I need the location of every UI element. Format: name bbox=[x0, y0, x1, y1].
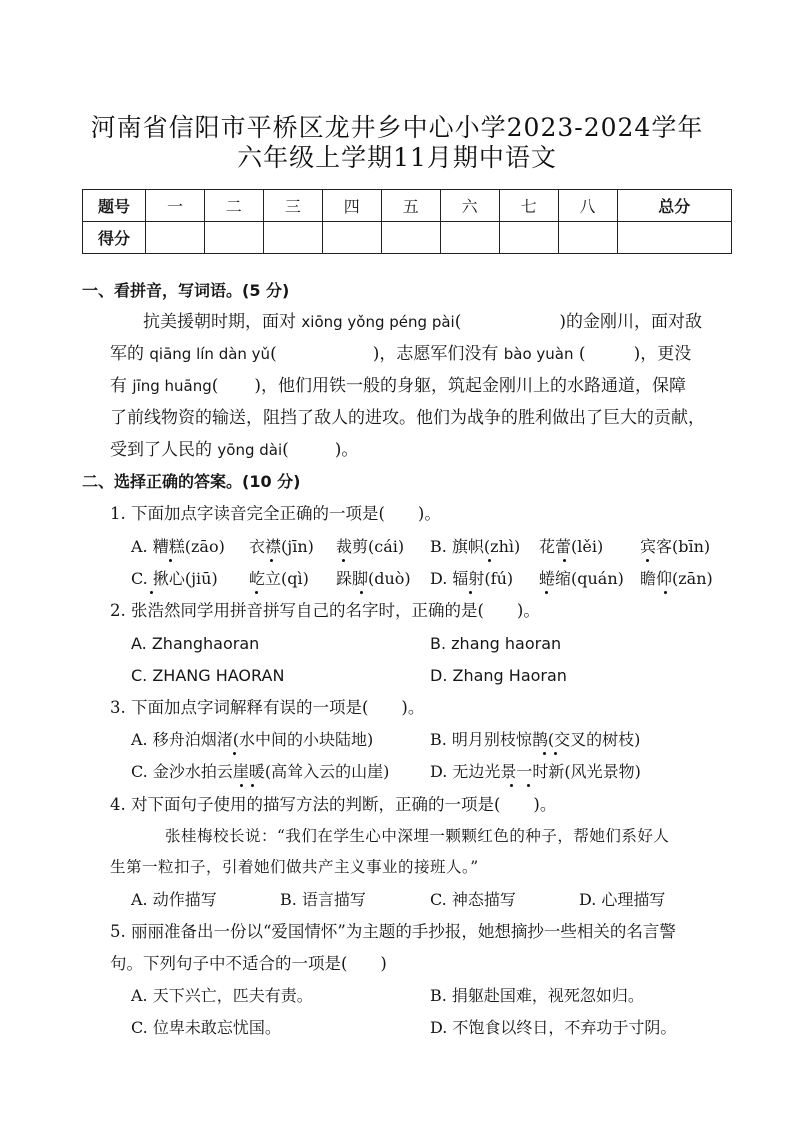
score-col-6: 六 bbox=[440, 190, 499, 222]
q2-option-d[interactable]: D. Zhang Haoran bbox=[430, 666, 567, 685]
emphasis-dot bbox=[240, 784, 243, 787]
q1-option-a-3: 裁剪(cái) bbox=[336, 537, 405, 556]
q1-option-c-1[interactable]: C. 揪心(jiū) bbox=[131, 569, 218, 588]
q1-option-c-2: 屹立(qì) bbox=[249, 569, 309, 588]
emphasis-dot bbox=[543, 752, 546, 755]
q4-quote-line2: 生第一粒扣子，引着她们做共产主义事业的接班人。” bbox=[110, 858, 479, 876]
section1-line1 bbox=[143, 314, 702, 331]
score-col-2: 二 bbox=[204, 190, 263, 222]
score-col-8: 八 bbox=[558, 190, 617, 222]
q3-option-c[interactable]: C. 金沙水拍云崖暖(高耸入云的山崖) bbox=[131, 762, 390, 781]
section1-heading: 一、看拼音，写词语。(5 分) bbox=[82, 281, 290, 300]
q1-option-c-3: 跺脚(duò) bbox=[336, 569, 411, 588]
score-table bbox=[82, 189, 732, 254]
emphasis-dot bbox=[270, 559, 273, 562]
text-run: ( bbox=[282, 440, 289, 460]
score-cell[interactable] bbox=[263, 222, 322, 254]
q2-option-b[interactable]: B. zhang haoran bbox=[430, 634, 562, 653]
q1-option-d-2: 蜷缩(quán) bbox=[539, 569, 624, 588]
q2-option-a[interactable]: A. Zhanghaoran bbox=[131, 634, 260, 653]
section2-heading: 二、选择正确的答案。(10 分) bbox=[82, 472, 301, 491]
score-cell[interactable] bbox=[617, 222, 732, 254]
emphasis-dot bbox=[360, 591, 363, 594]
section1-line2 bbox=[110, 346, 691, 363]
section1-line4: 了前线物资的输送，阻挡了敌人的进攻。他们为战争的胜利做出了巨大的贡献， bbox=[110, 408, 705, 428]
exam-title-line2: 六年级上学期11月期中语文 bbox=[237, 143, 557, 172]
q3-option-a[interactable]: A. 移舟泊烟渚(水中间的小块陆地) bbox=[131, 730, 374, 749]
pinyin-prompt: xiōng yǒng péng pài bbox=[301, 313, 455, 331]
emphasis-dot bbox=[488, 559, 491, 562]
q3-stem: 3. 下面加点字词解释有误的一项是( )。 bbox=[110, 698, 425, 717]
q1-option-d-1[interactable]: D. 辐射(fú) bbox=[430, 569, 514, 588]
q1-option-d-3: 瞻仰(zān) bbox=[640, 569, 713, 588]
emphasis-dot bbox=[469, 591, 472, 594]
q1-option-a-2: 衣襟(jīn) bbox=[249, 537, 314, 556]
q5-option-a[interactable]: A. 天下兴亡，匹夫有责。 bbox=[131, 986, 313, 1005]
emphasis-dot bbox=[510, 784, 513, 787]
score-col-total: 总分 bbox=[617, 190, 732, 222]
text-run: )，更没 bbox=[633, 344, 692, 364]
q5-option-c[interactable]: C. 位卑未敢忘忧国。 bbox=[131, 1018, 281, 1037]
text-run: )的金刚川，面对敌 bbox=[559, 312, 702, 332]
emphasis-dot bbox=[342, 559, 345, 562]
q3-option-d[interactable]: D. 无边光景一时新(风光景物) bbox=[430, 762, 641, 781]
emphasis-dot bbox=[646, 559, 649, 562]
emphasis-dot bbox=[527, 784, 530, 787]
section1-line3 bbox=[110, 378, 686, 395]
text-run: )。 bbox=[334, 440, 359, 460]
q5-stem-line1: 5. 丽丽准备出一份以“爱国情怀”为主题的手抄报，她想摘抄一些相关的名言警 bbox=[110, 922, 676, 941]
text-run: 受到了人民的 bbox=[110, 440, 218, 460]
score-col-7: 七 bbox=[499, 190, 558, 222]
q1-option-b-1[interactable]: B. 旗帜(zhì) bbox=[430, 537, 521, 556]
q1-stem: 1. 下面加点字读音完全正确的一项是( )。 bbox=[110, 504, 441, 523]
text-run: 有 bbox=[110, 376, 133, 396]
q5-option-b[interactable]: B. 捐躯赴国难，视死忽如归。 bbox=[430, 986, 644, 1005]
q5-stem-line2: 句。下列句子中不适合的一项是( ) bbox=[110, 954, 387, 973]
score-cell[interactable] bbox=[204, 222, 263, 254]
text-run: 军的 bbox=[110, 344, 150, 364]
score-table-score-row bbox=[83, 222, 732, 254]
pinyin-prompt: jīng huāng bbox=[132, 377, 212, 395]
score-table-header-row bbox=[83, 190, 732, 222]
score-row-label-number: 题号 bbox=[83, 190, 146, 222]
q4-option-c[interactable]: C. 神态描写 bbox=[430, 890, 516, 909]
emphasis-dot bbox=[255, 591, 258, 594]
score-cell[interactable] bbox=[558, 222, 617, 254]
score-row-label-score: 得分 bbox=[83, 222, 146, 254]
q4-option-b[interactable]: B. 语言描写 bbox=[280, 890, 366, 909]
q2-stem: 2. 张浩然同学用拼音拼写自己的名字时，正确的是( )。 bbox=[110, 601, 540, 620]
emphasis-dot bbox=[563, 559, 566, 562]
q1-option-b-2: 花蕾(lěi) bbox=[539, 537, 604, 556]
text-run: ( bbox=[211, 376, 219, 396]
text-run: )，他们用铁一般的身躯，筑起金刚川上的水路通道，保障 bbox=[254, 376, 687, 396]
score-col-4: 四 bbox=[322, 190, 381, 222]
emphasis-dot bbox=[169, 559, 172, 562]
score-cell[interactable] bbox=[322, 222, 381, 254]
emphasis-dot bbox=[545, 591, 548, 594]
score-cell[interactable] bbox=[146, 222, 205, 254]
pinyin-prompt: qiāng lín dàn yǔ bbox=[149, 345, 271, 363]
text-run: 抗美援朝时期，面对 bbox=[143, 312, 302, 332]
q1-option-a-1[interactable]: A. 糟糕(zāo) bbox=[131, 537, 225, 556]
q2-option-c[interactable]: C. ZHANG HAORAN bbox=[131, 666, 285, 685]
emphasis-dot bbox=[554, 752, 557, 755]
text-run: )，志愿军们没有 bbox=[372, 344, 504, 364]
text-run: ( bbox=[270, 344, 277, 364]
q5-option-d[interactable]: D. 不饱食以终日，不弃功于寸阴。 bbox=[430, 1018, 677, 1037]
q1-option-b-3: 宾客(bīn) bbox=[640, 537, 711, 556]
exam-title-line1: 河南省信阳市平桥区龙井乡中心小学2023-2024学年 bbox=[90, 113, 704, 142]
score-col-3: 三 bbox=[263, 190, 322, 222]
emphasis-dot bbox=[233, 752, 236, 755]
section1-line5 bbox=[110, 442, 358, 459]
text-run: ( bbox=[573, 344, 586, 364]
pinyin-prompt: bào yuàn bbox=[503, 345, 574, 363]
score-col-1: 一 bbox=[146, 190, 205, 222]
q4-quote-line1: 张桂梅校长说：“我们在学生心中深埋一颗颗红色的种子，帮她们系好人 bbox=[165, 827, 670, 845]
emphasis-dot bbox=[664, 591, 667, 594]
score-cell[interactable] bbox=[440, 222, 499, 254]
q3-option-b[interactable]: B. 明月别枝惊鹊(交叉的树枝) bbox=[430, 730, 641, 749]
score-cell[interactable] bbox=[499, 222, 558, 254]
emphasis-dot bbox=[150, 591, 153, 594]
score-col-5: 五 bbox=[381, 190, 440, 222]
text-run: ( bbox=[454, 312, 462, 332]
score-cell[interactable] bbox=[381, 222, 440, 254]
pinyin-prompt: yōng dài bbox=[217, 441, 283, 459]
q4-option-a[interactable]: A. 动作描写 bbox=[131, 890, 217, 909]
q4-stem: 4. 对下面句子使用的描写方法的判断，正确的一项是( )。 bbox=[110, 795, 557, 814]
emphasis-dot bbox=[251, 784, 254, 787]
q4-option-d[interactable]: D. 心理描写 bbox=[579, 890, 666, 909]
